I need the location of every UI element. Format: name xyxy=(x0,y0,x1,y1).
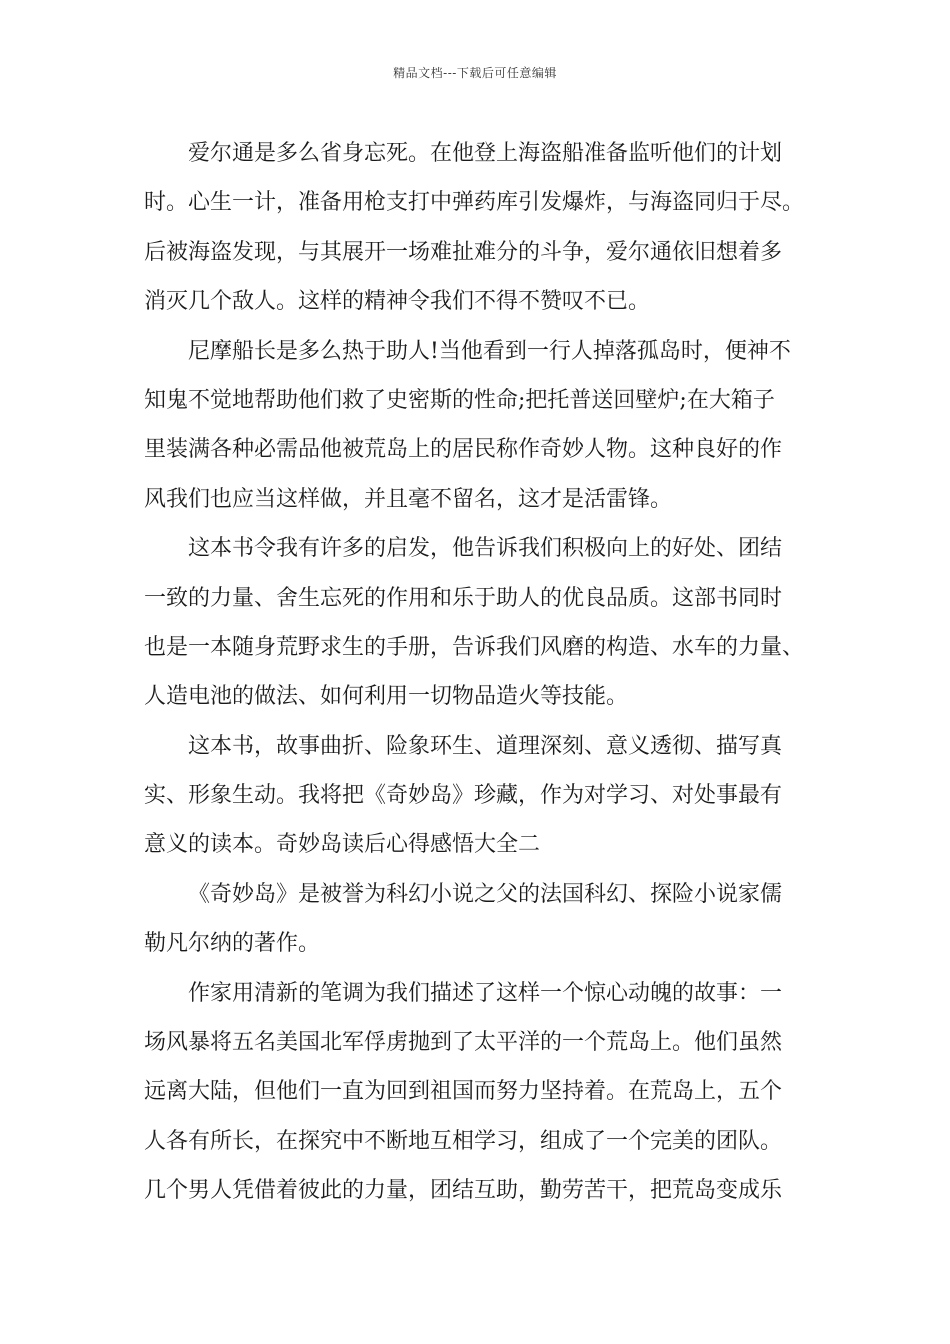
text-line: 远离大陆，但他们一直为回到祖国而努力坚持着。在荒岛上，五个 xyxy=(144,1079,783,1105)
page-header: 精品文档---下载后可任意编辑 xyxy=(393,66,557,80)
document-body xyxy=(144,129,822,1216)
text-line: 尼摩船长是多么热于助人!当他看到一行人掉落孤岛时，便神不 xyxy=(188,338,791,364)
text-line: 时。心生一计，准备用枪支打中弹药库引发爆炸，与海盗同归于尽。 xyxy=(144,190,805,216)
text-line: 风我们也应当这样做，并且毫不留名，这才是活雷锋。 xyxy=(144,486,673,512)
text-line: 里装满各种必需品他被荒岛上的居民称作奇妙人物。这种良好的作 xyxy=(144,437,783,463)
text-line: 这本书，故事曲折、险象环生、道理深刻、意义透彻、描写真 xyxy=(188,733,783,759)
text-line: 作家用清新的笔调为我们描述了这样一个惊心动魄的故事：一 xyxy=(188,980,783,1006)
text-line: 消灭几个敌人。这样的精神令我们不得不赞叹不已。 xyxy=(144,289,651,315)
text-line: 人造电池的做法、如何利用一切物品造火等技能。 xyxy=(144,684,629,710)
text-line: 知鬼不觉地帮助他们救了史密斯的性命;把托普送回壁炉;在大箱子 xyxy=(144,387,775,413)
text-line: 后被海盗发现，与其展开一场难扯难分的斗争，爱尔通依旧想着多 xyxy=(144,239,783,265)
text-line: 《奇妙岛》是被誉为科幻小说之父的法国科幻、探险小说家儒 xyxy=(188,881,783,907)
text-line: 也是一本随身荒野求生的手册，告诉我们风磨的构造、水车的力量、 xyxy=(144,634,805,660)
text-line: 人各有所长，在探究中不断地互相学习，组成了一个完美的团队。 xyxy=(144,1128,783,1154)
text-line: 这本书令我有许多的启发，他告诉我们积极向上的好处、团结 xyxy=(188,536,783,562)
text-line: 一致的力量、舍生忘死的作用和乐于助人的优良品质。这部书同时 xyxy=(144,585,783,611)
text-line: 实、形象生动。我将把《奇妙岛》珍藏，作为对学习、对处事最有 xyxy=(144,783,783,809)
text-line: 意义的读本。奇妙岛读后心得感悟大全二 xyxy=(144,832,541,858)
text-line: 场风暴将五名美国北军俘虏抛到了太平洋的一个荒岛上。他们虽然 xyxy=(144,1030,783,1056)
text-line: 几个男人凭借着彼此的力量，团结互助，勤劳苦干，把荒岛变成乐 xyxy=(144,1178,783,1204)
text-line: 爱尔通是多么省身忘死。在他登上海盗船准备监听他们的计划 xyxy=(188,141,783,166)
text-line: 勒凡尔纳的著作。 xyxy=(144,931,321,957)
